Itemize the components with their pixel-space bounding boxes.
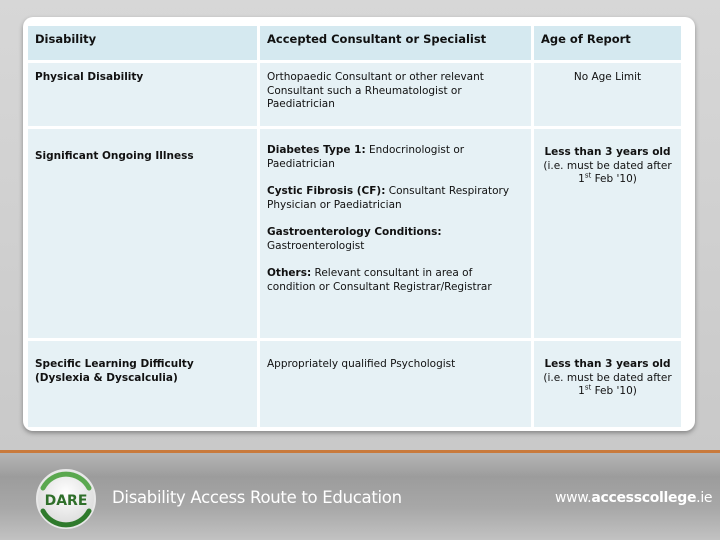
consultant-item	[267, 226, 524, 253]
age-note-text: (i.e. must be dated after 1	[543, 371, 672, 397]
consultant-item-label: Diabetes Type 1:	[267, 144, 366, 156]
age-note-end: Feb '10)	[594, 173, 637, 185]
row-physical-age: No Age Limit	[534, 63, 681, 126]
footer-url[interactable]	[555, 490, 712, 506]
age-main: Less than 3 years old	[544, 146, 671, 158]
age-note-text: (i.e. must be dated after 1	[543, 159, 672, 185]
consultant-item-text: Gastroenterologist	[267, 239, 365, 252]
row-illness-consultant	[260, 129, 531, 338]
age-note-sup: st	[584, 383, 592, 392]
footer-title: Disability Access Route to Education	[112, 488, 402, 507]
footer-accent-line	[0, 450, 720, 453]
consultant-item-label: Cystic Fibrosis (CF):	[267, 185, 386, 197]
disability-table	[28, 26, 681, 424]
row-illness-age	[534, 129, 681, 338]
age-note	[541, 372, 674, 399]
age-note-end: Feb '10)	[594, 385, 637, 397]
row-physical-disability: Physical Disability	[28, 63, 257, 126]
age-note	[541, 160, 674, 187]
consultant-item-text: Endocrinologist or Paediatrician	[267, 144, 465, 170]
consultant-item	[267, 185, 524, 212]
row-learning-consultant: Appropriately qualified Psychologist	[260, 341, 531, 427]
logo-text: DARE	[44, 493, 88, 509]
consultant-item	[267, 267, 524, 294]
row-learning-disability: Specific Learning Difficulty (Dyslexia & Dyscalculia)	[28, 341, 257, 427]
age-main: Less than 3 years old	[544, 358, 671, 370]
row-illness-disability: Significant Ongoing Illness	[28, 129, 257, 338]
consultant-item-label: Gastroenterology Conditions:	[267, 226, 442, 238]
header-consultant: Accepted Consultant or Specialist	[260, 26, 531, 60]
url-prefix: www.	[555, 490, 592, 506]
header-disability: Disability	[28, 26, 257, 60]
consultant-item-text: Relevant consultant in area of condition or Consultant Registrar/Registrar	[267, 267, 492, 293]
url-domain: accesscollege	[591, 490, 697, 506]
header-age: Age of Report	[534, 26, 681, 60]
age-note-sup: st	[584, 171, 592, 180]
consultant-item-label: Others:	[267, 267, 312, 279]
dare-logo-icon	[33, 468, 99, 530]
row-learning-age	[534, 341, 681, 427]
url-suffix: .ie	[696, 490, 713, 506]
consultant-item-text: Consultant Respiratory Physician or Paediatrician	[267, 185, 510, 211]
consultant-item	[267, 144, 524, 171]
row-physical-consultant: Orthopaedic Consultant or other relevant Consultant such a Rheumatologist or Paediatrician	[260, 63, 531, 126]
